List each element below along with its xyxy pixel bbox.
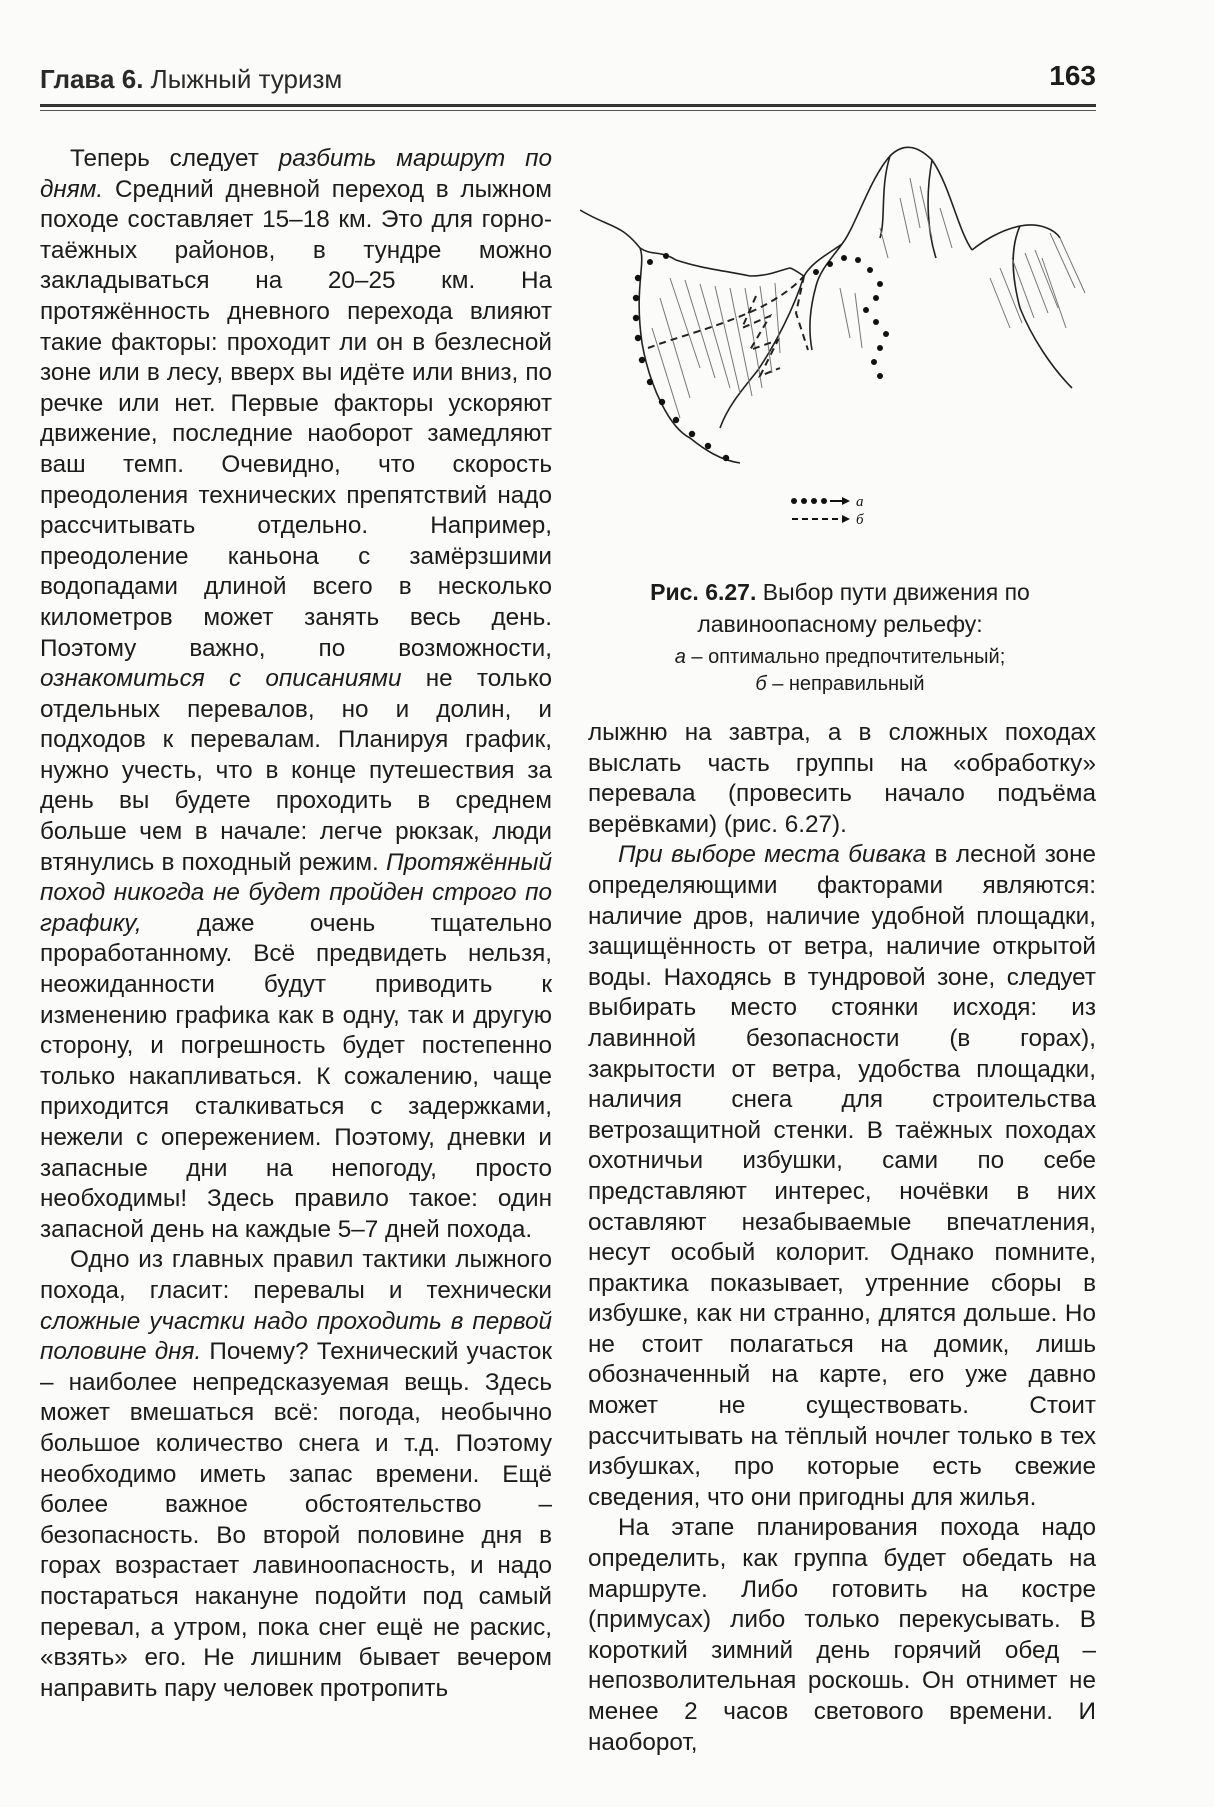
chapter-title: Лыжный туризм — [150, 64, 343, 94]
paragraph: При выборе места бивака в лесной зоне определяющими факторами являются: наличие дров, наличие удобной площадки, защищённость от ветра, наличие открытой воды. Находясь в тундровой зоне, следует выбирать место стоянки исходя: из лавинной безопасности (в горах), закрытости от ветра, удобства площадки, наличия снега для строительства ветрозащитной стенки. В таёжных походах охотничьи избушки, сами по себе представляют интерес, ночёвки в них оставляют незабываемые впечатления, несут особый колорит. Однако помните, практика показывает, утренние сборы в избушке, как ни странно, длятся дольше. Но не стоит полагаться на домик, лишь обозначенный на карте, его уже давно может не существовать. Стоит рассчитывать на тёплый ночлег только в тех избушках, про которые есть свежие сведения, что они пригодны для жилья. — [588, 841, 1096, 1511]
chapter-label: Глава 6. — [40, 64, 144, 94]
right-column — [588, 718, 1096, 1758]
caption-label: Рис. 6.27. — [650, 579, 757, 605]
figure-caption — [580, 576, 1100, 698]
header-rule — [40, 104, 1096, 107]
running-header — [40, 56, 1096, 108]
paragraph: лыжню на завтра, а в сложных походах выслать часть группы на «обработку» перевала (провесить начало подъёма верёвками) (рис. 6.27). — [588, 719, 1096, 838]
figure-legend — [791, 494, 864, 528]
paragraph: Теперь следует разбить маршрут по дням. Средний дневной переход в лыжном походе составляет 15–18 км. Это для горно-таёжных районов, в тундре можно закладываться на 20–25 км. На протяжённость дневного перехода влияют такие факторы: проходит ли он в безлесной зоне или в лесу, вверх вы идёте или вниз, по речке или нет. Первые факторы ускоряют движение, последние наоборот замедляют ваш темп. Очевидно, что скорость преодоления технических препятствий надо рассчитывать отдельно. Например, преодоление каньона с замёрзшими водопадами длиной всего в несколько километров может занять весь день. Поэтому важно, по возможности, ознакомиться с описаниями не только отдельных перевалов, но и долин, и подходов к перевалам. Планируя график, нужно учесть, что в конце путешествия за день вы будете проходить в среднем больше чем в начале: легче рюкзак, люди втянулись в походный режим. Протяжённый поход никогда не будет пройден строго по графику, даже очень тщательно проработанному. Всё предвидеть нельзя, неожиданности будут приводить к изменению графика как в одну, так и другую сторону, и погрешность будет постепенно только накапливаться. К сожалению, чаще приходится сталкиваться с задержками, нежели с опережением. Поэтому, дневки и запасные дни на непогоду, просто необходимы! Здесь правило такое: один запасной день на каждые 5–7 дней похода. — [40, 145, 552, 1243]
caption-title: Рис. 6.27. Выбор пути движения по лавиноопасному рельефу: — [650, 579, 1030, 637]
left-column — [40, 144, 552, 1704]
paragraph: На этапе планирования похода надо определить, как группа будет обедать на маршруте. Либо готовить на костре (примусах) либо только перекусывать. В короткий зимний день горячий обед – непозволительная роскошь. Он отнимет не менее 2 часов светового времени. И наоборот, — [588, 1514, 1096, 1756]
caption-legend-b: б – неправильный — [755, 673, 925, 695]
chapter-heading — [40, 64, 342, 95]
legend-a-label: а — [856, 494, 864, 510]
page-number: 163 — [1049, 60, 1096, 91]
caption-legend-a: а – оптимально предпочтительный; — [674, 646, 1006, 668]
route-a-dots — [633, 253, 889, 461]
legend-b-label: б — [856, 512, 864, 528]
paragraph: Одно из главных правил тактики лыжного похода, гласит: перевалы и технически сложные участки надо проходить в первой половине дня. Почему? Технический участок – наиболее непредсказуемая вещь. Здесь может вмешаться всё: погода, необычно большое количество снега и т.д. Поэтому необходимо иметь запас времени. Ещё более важное обстоятельство – безопасность. Во второй половине дня в горах возрастает лавиноопасность, и надо постараться накануне подойти под самый перевал, а утром, пока снег ещё не раскис, «взять» его. Не лишним бывает вечером направить пару человек протропить — [40, 1246, 552, 1702]
avalanche-route-figure — [580, 138, 1100, 538]
header-rule-thin — [40, 110, 1096, 111]
